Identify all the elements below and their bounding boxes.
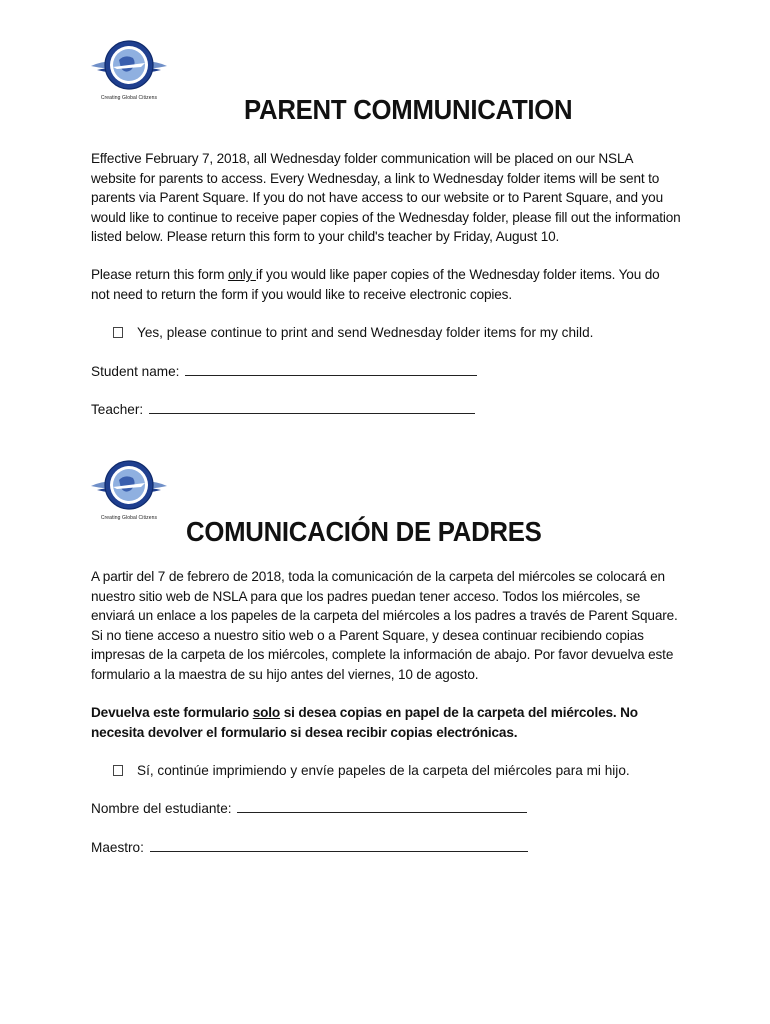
return-text-start-spanish: Devuelva este formulario: [91, 705, 253, 720]
school-seal-icon: [89, 456, 169, 514]
checkbox-label-spanish: Sí, continúe imprimiendo y envíe papeles de la carpeta del miércoles para mi hijo.: [137, 763, 630, 778]
return-text-end-spanish: si desea copias en papel de la carpeta del miércoles. No necesita devolver el formulario si desea recibir copias electrónicas.: [91, 705, 638, 740]
teacher-field-spanish[interactable]: [91, 838, 528, 857]
student-name-field-spanish[interactable]: [91, 799, 527, 818]
school-logo-spanish: [89, 456, 169, 521]
print-option-checkbox[interactable]: [113, 323, 593, 342]
student-name-label-spanish: Nombre del estudiante:: [91, 801, 232, 816]
checkbox-label: Yes, please continue to print and send Wednesday folder items for my child.: [137, 325, 594, 340]
page-title-spanish: COMUNICACIÓN DE PADRES: [186, 516, 542, 547]
return-text-start: Please return this form: [91, 267, 228, 282]
intro-text: Effective February 7, 2018, all Wednesday folder communication will be placed on our NSLA website for parents to access. Every Wednesday, a link to Wednesday folder items will be sent to parents via Parent Square. If you do not have access to our website or to Parent Square, and you would like to continue to receive paper copies of the Wednesday folder, please fill out the information listed below. Please return this form to your child's teacher by Friday, August 10.: [91, 151, 681, 245]
return-text-end: if you would like paper copies of the Wednesday folder items. You do not need to return the form if you would like to receive electronic copies.: [91, 267, 660, 302]
teacher-field[interactable]: [91, 400, 475, 419]
teacher-blank[interactable]: [149, 400, 475, 414]
school-logo: [89, 36, 169, 101]
student-name-blank-spanish[interactable]: [237, 799, 527, 813]
print-option-checkbox-spanish[interactable]: [113, 761, 630, 780]
return-instruction: [91, 265, 681, 304]
checkbox-icon[interactable]: [113, 765, 123, 776]
return-emphasis: only: [227, 267, 256, 282]
school-seal-icon: [89, 36, 169, 94]
logo-caption: Creating Global Citizens: [100, 515, 158, 521]
student-name-blank[interactable]: [185, 362, 477, 376]
intro-paragraph: [91, 149, 681, 247]
return-instruction-spanish: [91, 703, 681, 742]
intro-text-spanish: A partir del 7 de febrero de 2018, toda la comunicación de la carpeta del miércoles se colocará en nuestro sitio web de NSLA para que los padres puedan tener acceso. Todos los miércoles, se enviará un enlace a los papeles de la carpeta del miércoles a los padres a través de Parent Square. Si no tiene acceso a nuestro sitio web o a Parent Square, y desea continuar recibiendo copias impresas de la carpeta de los miércoles, complete la información de abajo. Por favor devuelva este formulario a la maestra de su hijo antes del viernes, 10 de agosto.: [91, 569, 678, 682]
teacher-label: Teacher:: [91, 402, 144, 417]
teacher-blank-spanish[interactable]: [150, 838, 528, 852]
student-name-label: Student name:: [91, 364, 180, 379]
page-title: PARENT COMMUNICATION: [244, 94, 573, 125]
intro-paragraph-spanish: [91, 567, 681, 685]
student-name-field[interactable]: [91, 362, 477, 381]
logo-caption: Creating Global Citizens: [100, 95, 158, 101]
teacher-label-spanish: Maestro:: [91, 840, 144, 855]
checkbox-icon[interactable]: [113, 327, 123, 338]
return-emphasis-spanish: solo: [252, 705, 281, 720]
